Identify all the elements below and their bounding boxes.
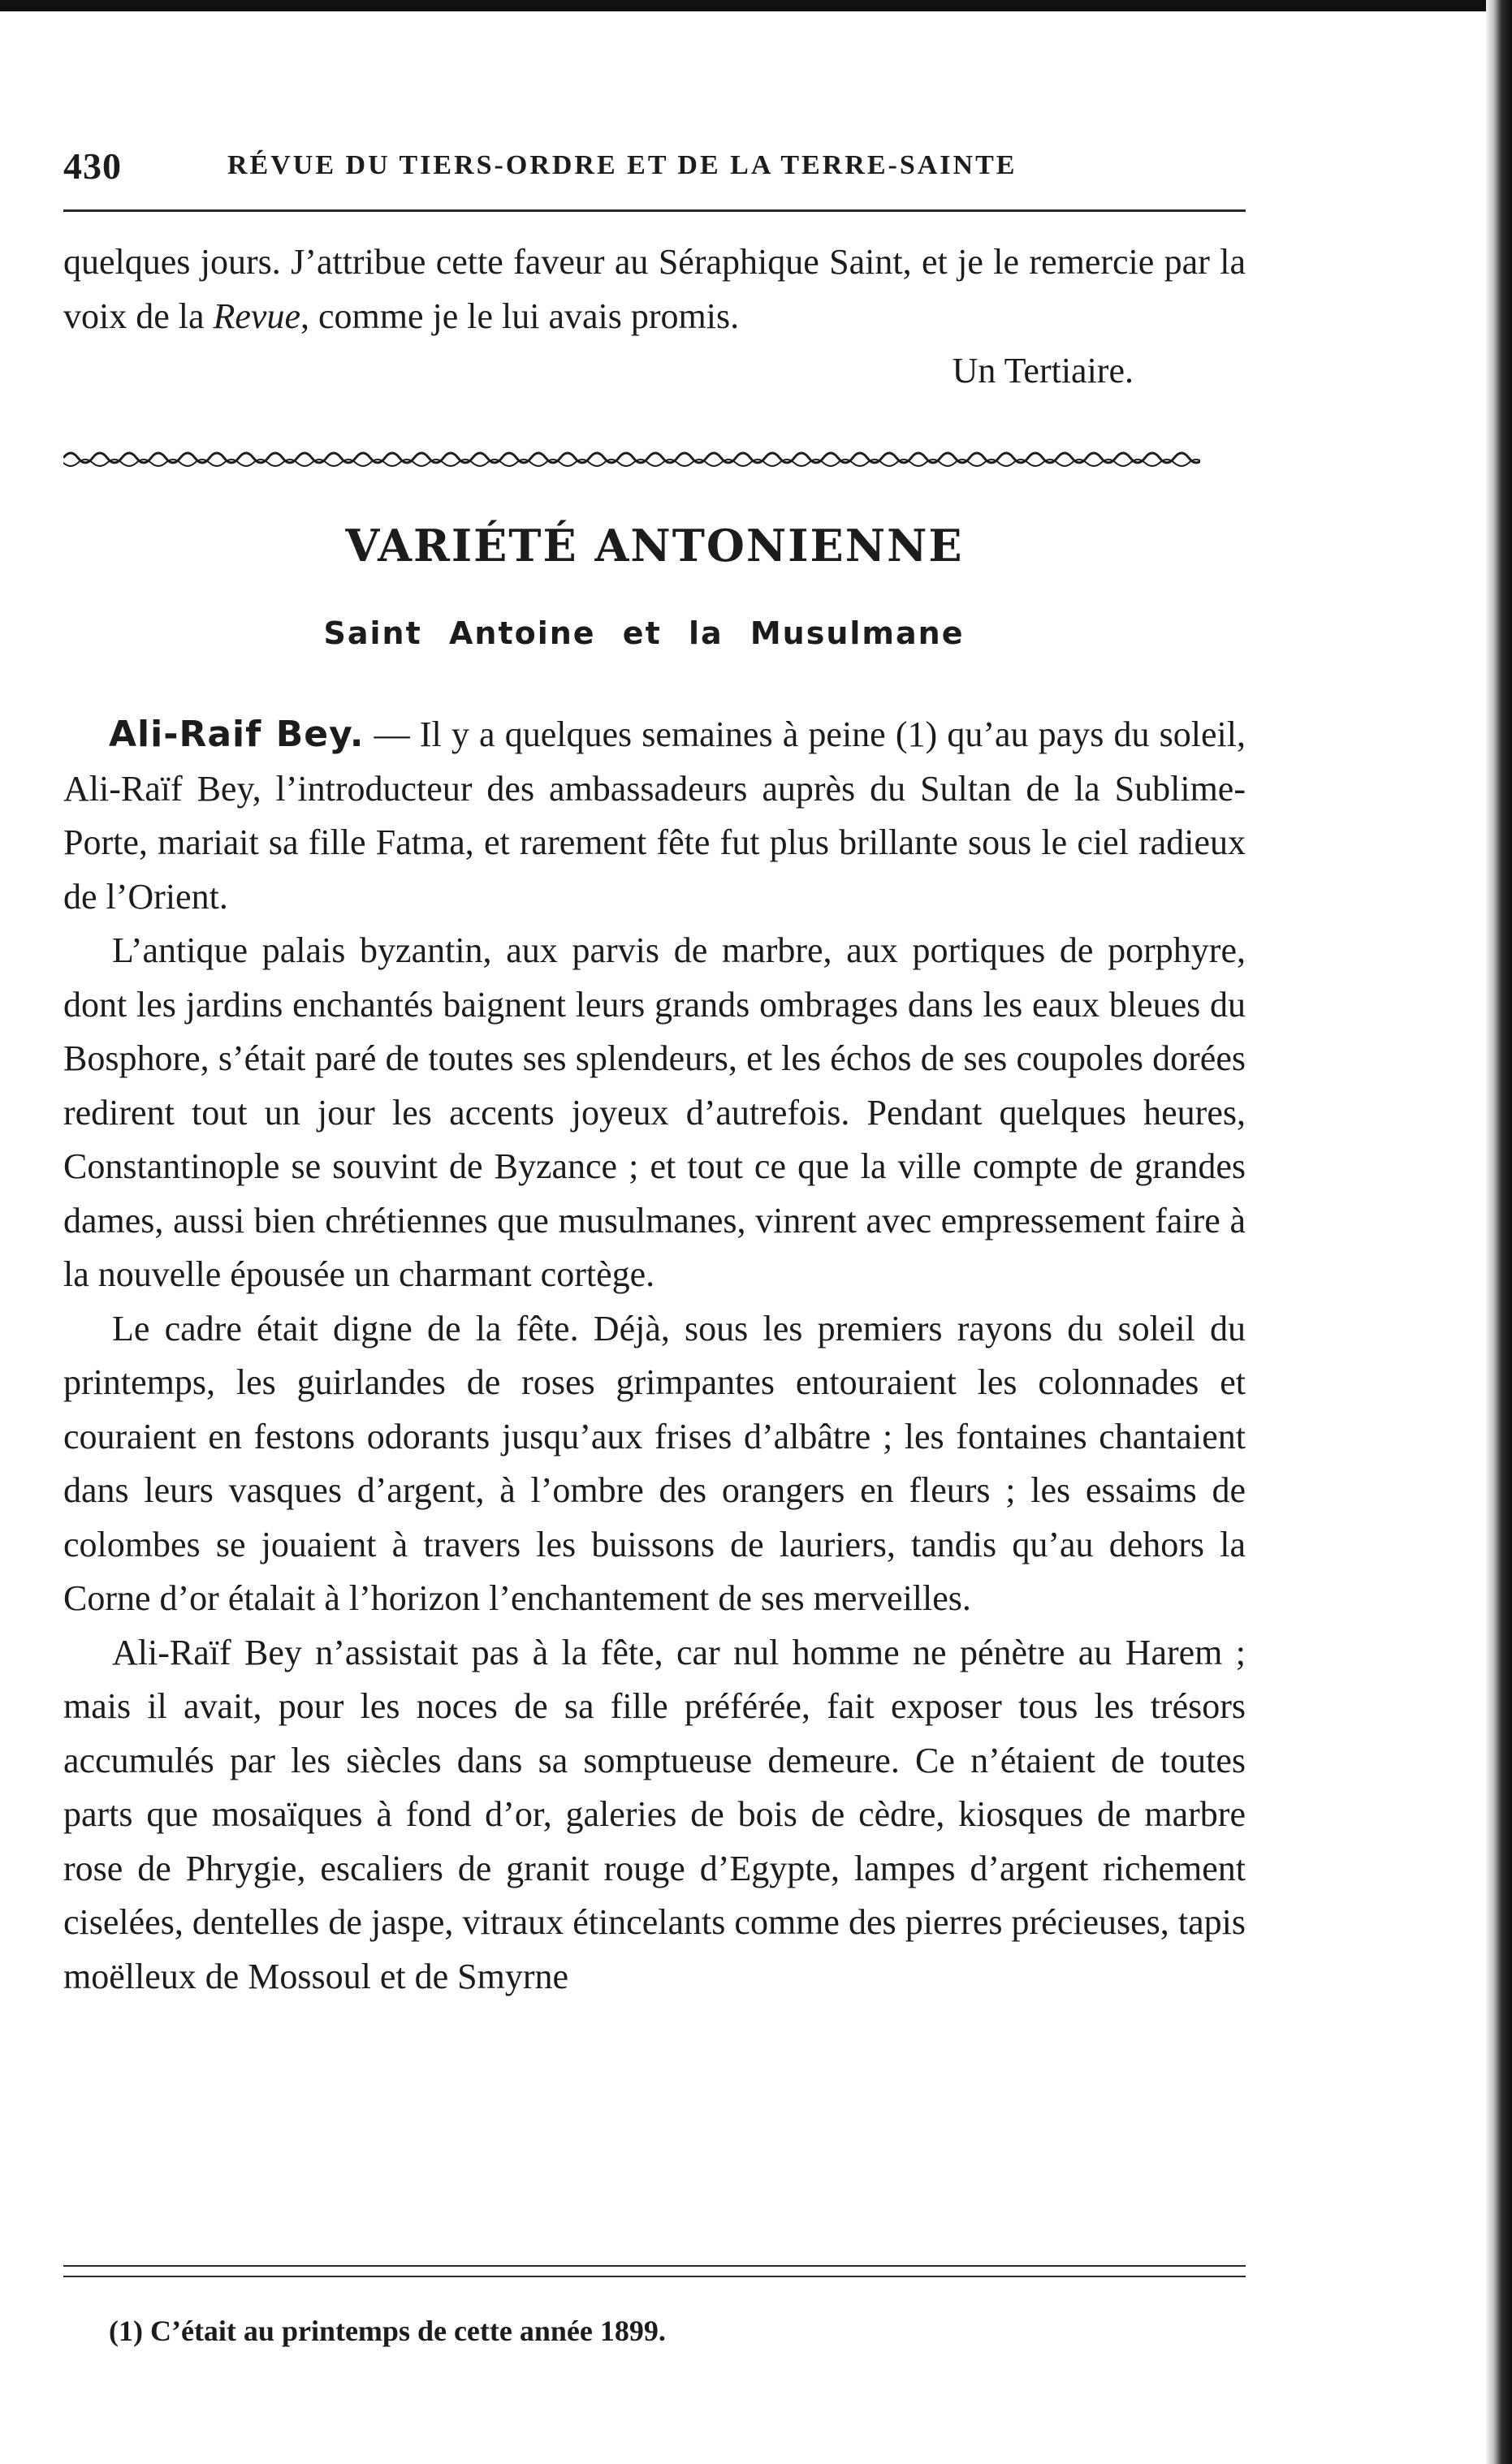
paragraph: Ali-Raïf Bey n’assistait pas à la fête, car nul homme ne pénètre au Harem ; mais il avait, pour les noces de sa fille préférée, fait exposer tous les trésors accumulés par les siècles dans sa somptueuse demeure. Ce n’étaient de toutes parts que mosaïques à fond d’or, galeries de bois de cèdre, kiosques de marbre rose de Phrygie, escaliers de granit rouge d’Egypte, lampes d’argent richement ciselées, dentelles de jaspe, vitraux étincelants comme des pierres précieuses, tapis moëlleux de Mossoul et de Smyrne bbox=[63, 1632, 1246, 1996]
paragraph: L’antique palais byzantin, aux parvis de marbre, aux portiques de porphyre, dont les jardins enchantés baignent leurs grands ombrages dans les eaux bleues du Bosphore, s’était paré de toutes ses splendeurs, et les échos de ses coupoles dorées redirent tout un jour les accents joyeux d’autrefois. Pendant quelques heures, Constantinople se souvint de Byzance ; et tout ce que la ville compte de grandes dames, aussi bien chrétiennes que musulmanes, vinrent avec empressement faire à la nouvelle épousée un charmant cortège. bbox=[63, 930, 1246, 1294]
header-rule bbox=[63, 209, 1246, 212]
article-body bbox=[63, 708, 1246, 2004]
paragraph: Le cadre était digne de la fête. Déjà, sous les premiers rayons du soleil du printemps, les guirlandes de roses grimpantes entouraient les colonnades et couraient en festons odorants jusqu’aux frises d’albâtre ; les fontaines chantaient dans leurs vasques d’argent, à l’ombre des orangers en fleurs ; les essaims de colombes se jouaient à travers les buissons de lauriers, tandis qu’au dehors la Corne d’or étalait à l’horizon l’enchantement de ses merveilles. bbox=[63, 1308, 1246, 1618]
carryover-text: quelques jours. J’attribue cette faveur au Séraphique Saint, et je le remercie par la voix de la bbox=[63, 242, 1246, 336]
ornamental-divider bbox=[63, 445, 1200, 473]
page-number: 430 bbox=[63, 145, 122, 187]
footnote: (1) C’était au printemps de cette année 1899. bbox=[109, 2315, 666, 2347]
book-page bbox=[63, 0, 1246, 2464]
paragraph-text: — Il y a quelques semaines à peine (1) qu’au pays du soleil, Ali-Raïf Bey, l’introducteur des ambassadeurs auprès du Sultan de la Sublime-Porte, mariait sa fille Fatma, et rarement fête fut plus brillante sous le ciel radieux de l’Orient. bbox=[63, 714, 1246, 917]
footnote-rule bbox=[63, 2265, 1246, 2267]
revue-emphasis: Revue bbox=[213, 296, 300, 336]
signature: Un Tertiaire. bbox=[952, 351, 1134, 391]
section-title: VARIÉTÉ ANTONIENNE bbox=[345, 520, 964, 572]
carryover-text-end: , comme je le lui avais promis. bbox=[300, 296, 740, 336]
scan-right-edge bbox=[1486, 0, 1512, 2464]
section-subtitle: Saint Antoine et la Musulmane bbox=[323, 615, 965, 651]
footnote-rule-secondary bbox=[63, 2276, 1246, 2277]
speaker-name: Ali-Raif Bey. bbox=[109, 714, 365, 755]
carryover-paragraph bbox=[63, 235, 1246, 343]
paragraph bbox=[63, 708, 1246, 924]
journal-title: RÉVUE DU TIERS-ORDRE ET DE LA TERRE-SAINTE bbox=[227, 150, 1017, 180]
running-head bbox=[63, 145, 1246, 193]
